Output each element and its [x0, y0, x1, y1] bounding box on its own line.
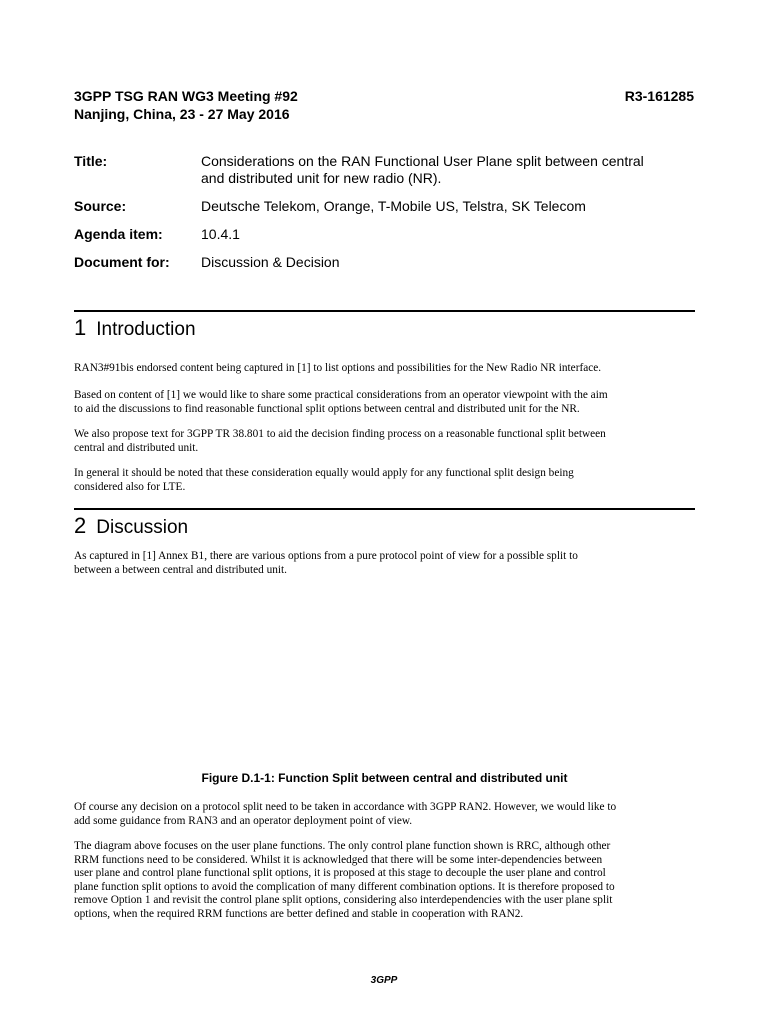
intro-paragraph-1 — [74, 362, 699, 376]
discussion-paragraph-1 — [74, 550, 699, 577]
page-footer: 3GPP — [370, 975, 398, 986]
agenda-row — [74, 226, 704, 244]
text-line: Based on content of [1] we would like to share some practical considerations from an operator viewpoint with the aim — [74, 389, 608, 401]
text-line: The diagram above focuses on the user plane functions. The only control plane function shown is RRC, although other — [74, 840, 611, 852]
text-line: central and distributed unit. — [74, 441, 199, 454]
title-label: Title: — [74, 153, 108, 169]
section-number: 1 — [74, 315, 87, 340]
title-row — [74, 153, 704, 189]
section-number: 2 — [74, 513, 87, 538]
source-label: Source: — [74, 198, 127, 214]
text-line: In general it should be noted that these consideration equally would apply for any functional split design being — [74, 467, 574, 479]
section-title: Introduction — [96, 319, 196, 340]
text-line: options, when the required RRM functions are better defined and stable in cooperation with RAN2. — [74, 907, 524, 920]
discussion-paragraph-3 — [74, 840, 699, 921]
text-line: RAN3#91bis endorsed content being captured in [1] to list options and possibilities for the New Radio NR interface. — [74, 362, 602, 374]
title-value-line2: and distributed unit for new radio (NR). — [201, 170, 442, 186]
text-line: As captured in [1] Annex B1, there are various options from a pure protocol point of view for a possible split to — [74, 550, 578, 562]
section-divider — [74, 508, 695, 510]
title-value-line1: Considerations on the RAN Functional User Plane split between central — [201, 153, 644, 169]
section-heading-discussion — [74, 515, 188, 539]
document-number: R3-161285 — [624, 88, 694, 104]
meeting-name: 3GPP TSG RAN WG3 Meeting #92 — [74, 88, 298, 104]
section-heading-introduction — [74, 317, 196, 341]
intro-paragraph-4 — [74, 467, 699, 494]
text-line: to aid the discussions to find reasonable functional split options between central and distributed unit for the NR. — [74, 402, 580, 415]
text-line: considered also for LTE. — [74, 480, 186, 493]
document-for-value: Discussion & Decision — [201, 254, 340, 270]
agenda-label: Agenda item: — [74, 226, 163, 242]
text-line: plane function split options to avoid the complication of many different combination options. It is therefore proposed to — [74, 880, 615, 893]
intro-paragraph-3 — [74, 428, 699, 455]
text-line: user plane and control plane functional split options, it is proposed at this stage to decouple the user plane and control — [74, 867, 606, 879]
discussion-paragraph-2 — [74, 801, 699, 828]
document-for-row — [74, 254, 704, 272]
source-value: Deutsche Telekom, Orange, T-Mobile US, Telstra, SK Telecom — [201, 198, 586, 214]
figure-placeholder — [74, 590, 695, 760]
section-title: Discussion — [96, 517, 189, 538]
section-divider — [74, 310, 695, 312]
document-for-label: Document for: — [74, 254, 170, 270]
text-line: remove Option 1 and revisit the control plane split options, considering also interdependencies with the user plane split — [74, 894, 613, 906]
text-line: between a between central and distributed unit. — [74, 563, 287, 576]
meeting-location: Nanjing, China, 23 - 27 May 2016 — [74, 106, 290, 122]
source-row — [74, 198, 704, 216]
text-line: We also propose text for 3GPP TR 38.801 to aid the decision finding process on a reasonable functional split between — [74, 428, 606, 440]
document-header — [74, 87, 694, 123]
text-line: add some guidance from RAN3 and an operator deployment point of view. — [74, 814, 413, 827]
figure-caption: Figure D.1-1: Function Split between central and distributed unit — [201, 771, 568, 785]
agenda-value: 10.4.1 — [201, 226, 240, 242]
text-line: RRM functions need to be considered. Whilst it is acknowledged that there will be some inter-dependencies between — [74, 853, 603, 866]
text-line: Of course any decision on a protocol split need to be taken in accordance with 3GPP RAN2. However, we would like to — [74, 801, 617, 813]
intro-paragraph-2 — [74, 389, 699, 416]
